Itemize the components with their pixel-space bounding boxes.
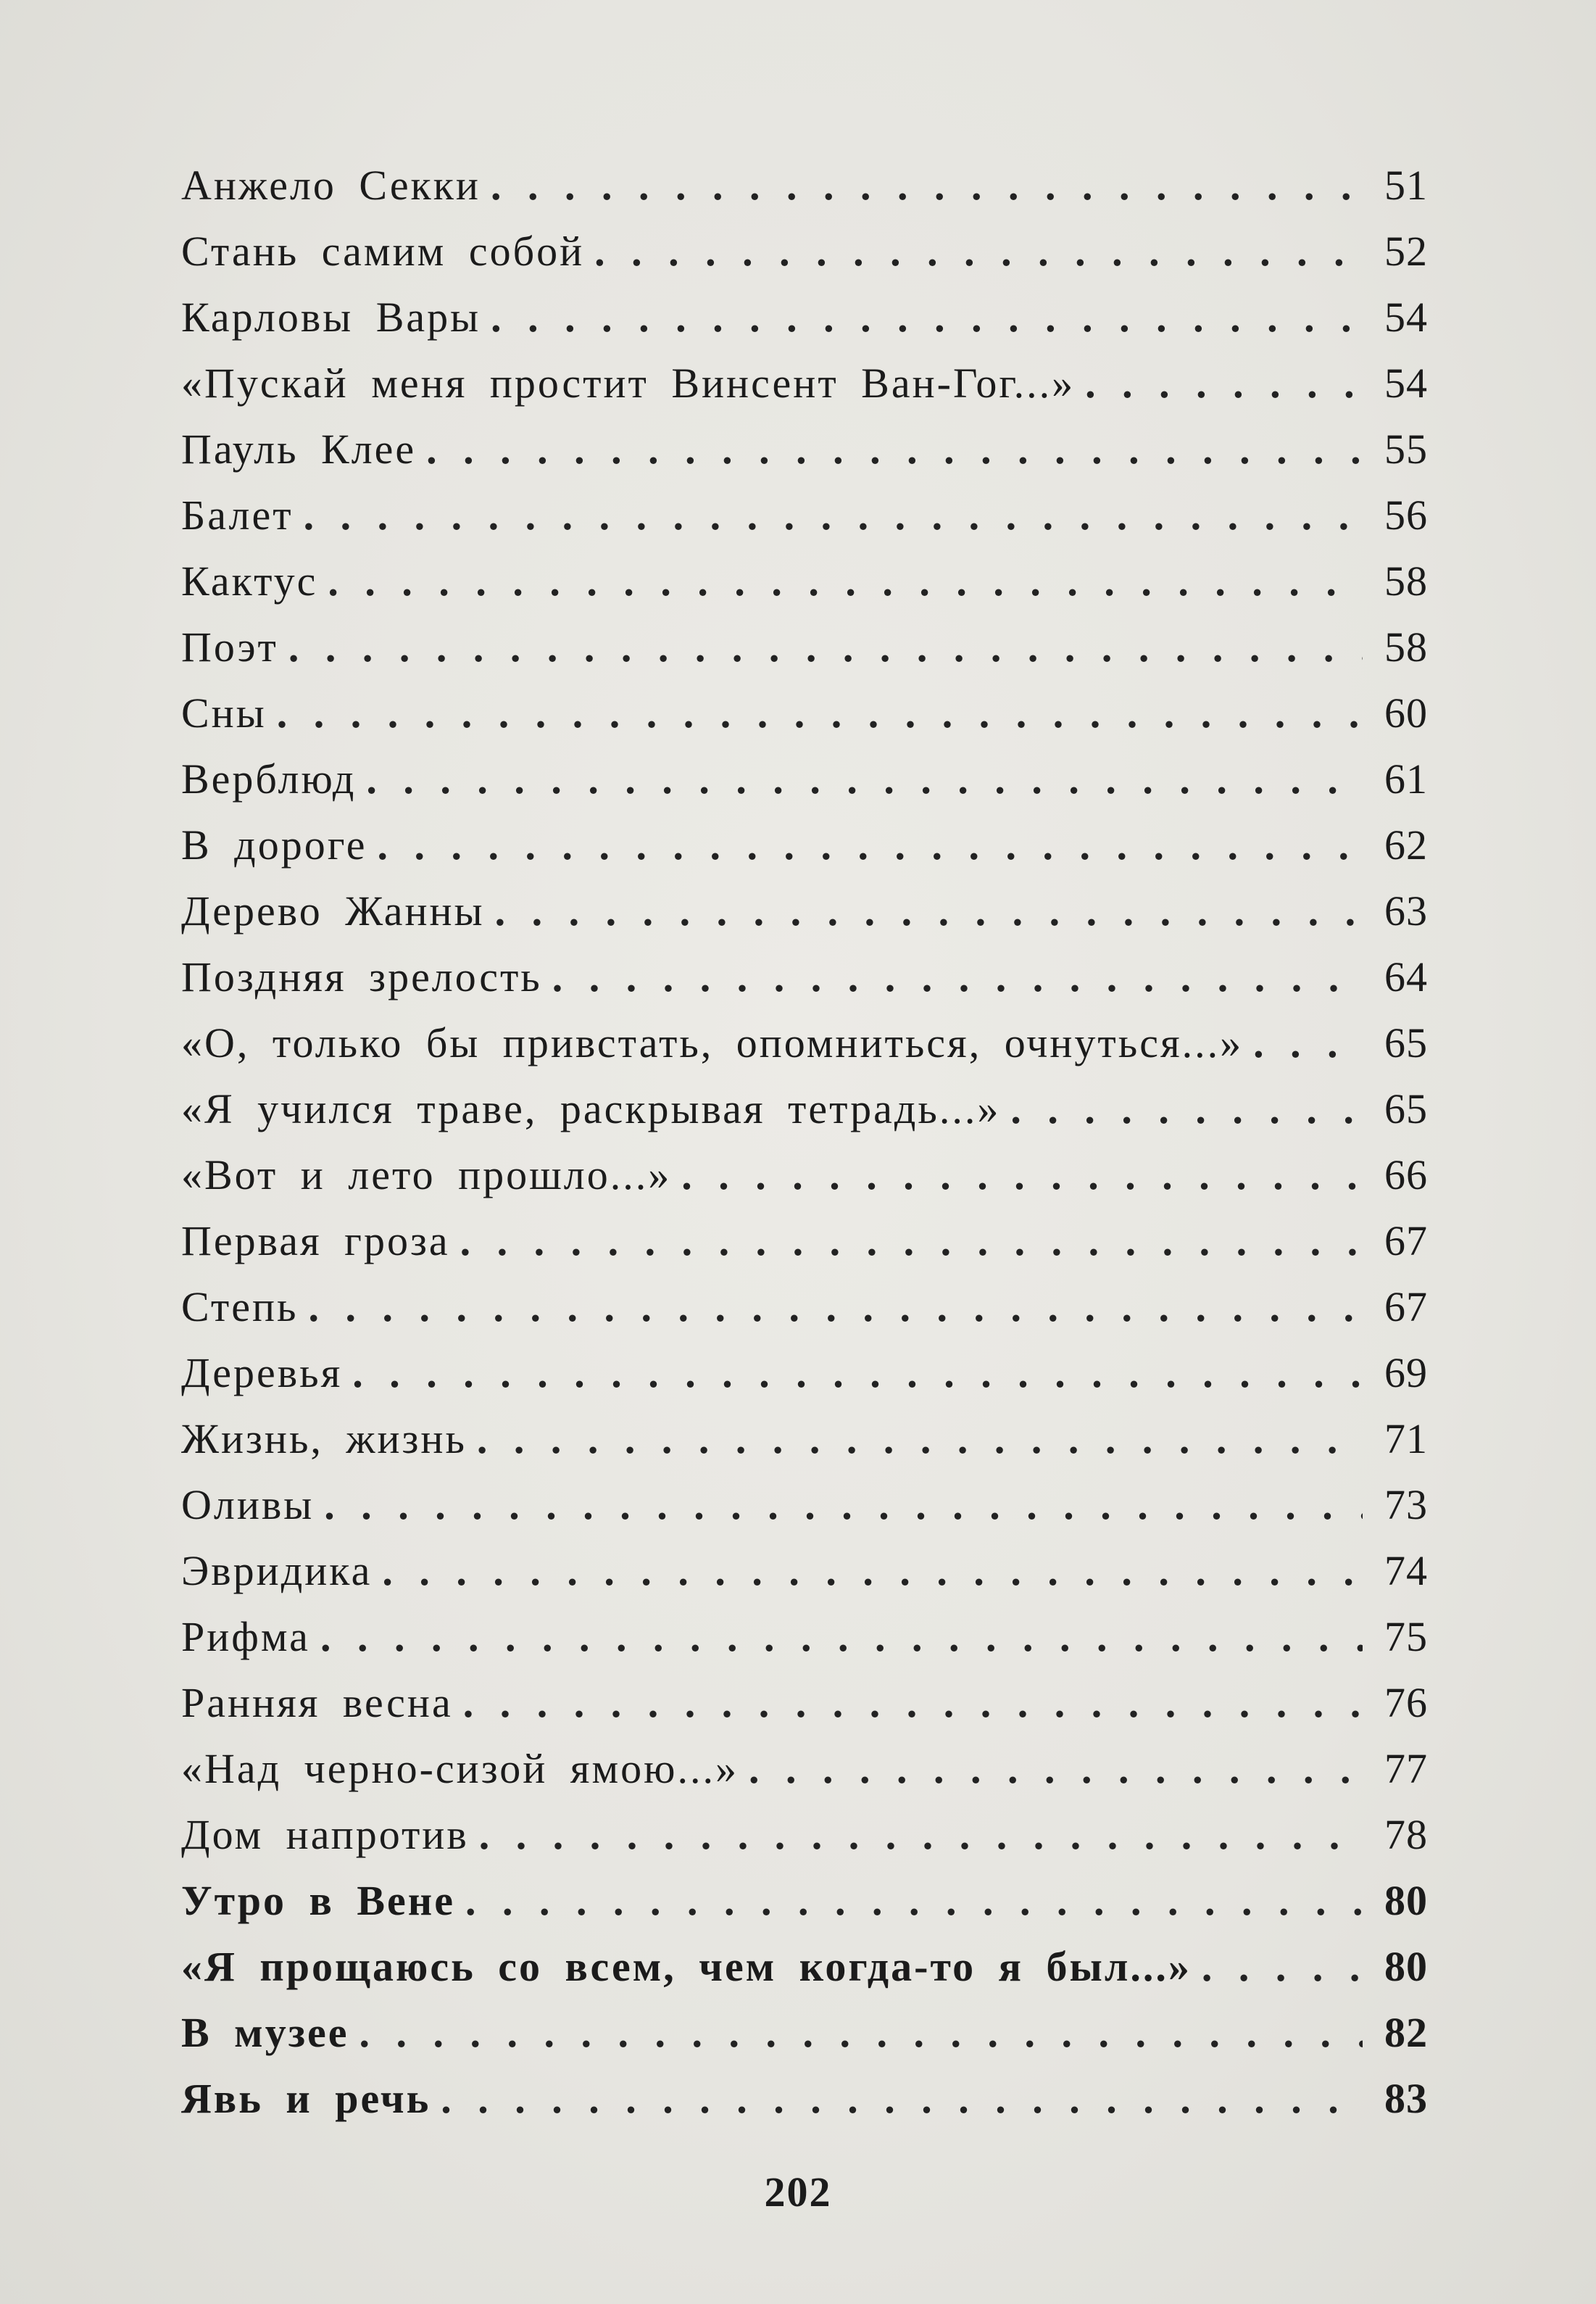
dot-leader xyxy=(356,746,1363,812)
table-of-contents xyxy=(181,152,1428,2131)
toc-entry xyxy=(181,944,1428,1010)
toc-entry-title: «О, только бы привстать, опомниться, очнуться...» xyxy=(181,1019,1244,1066)
toc-entry xyxy=(181,1670,1428,1736)
dot-leader xyxy=(431,2065,1363,2131)
toc-entry-title: Карловы Вары xyxy=(181,294,481,341)
toc-entry-title: «Над черно-сизой ямою...» xyxy=(181,1745,739,1792)
toc-entry-title: «Я прощаюсь со всем, чем когда-то я был...» xyxy=(181,1943,1192,1990)
toc-entry-title: Жизнь, жизнь xyxy=(181,1415,467,1462)
toc-entry xyxy=(181,878,1428,944)
toc-entry-page: 62 xyxy=(1384,821,1428,869)
toc-entry-page: 54 xyxy=(1384,294,1428,341)
toc-entry-title: Дерево Жанны xyxy=(181,887,485,935)
toc-entry xyxy=(181,680,1428,746)
dot-leader xyxy=(372,1538,1363,1604)
dot-leader xyxy=(450,1208,1363,1274)
toc-entry-page: 63 xyxy=(1384,887,1428,935)
toc-entry xyxy=(181,1934,1428,2000)
toc-entry-page: 67 xyxy=(1384,1217,1428,1264)
dot-leader xyxy=(584,218,1363,284)
toc-entry-title: Деревья xyxy=(181,1349,343,1396)
dot-leader xyxy=(481,284,1363,350)
toc-entry-title: Оливы xyxy=(181,1481,315,1528)
dot-leader xyxy=(310,1604,1363,1670)
toc-entry xyxy=(181,1868,1428,1934)
toc-entry-title: Первая гроза xyxy=(181,1217,450,1264)
toc-entry-title: В музее xyxy=(181,2009,349,2056)
dot-leader xyxy=(317,548,1363,614)
toc-entry xyxy=(181,2065,1428,2131)
toc-entry-page: 67 xyxy=(1384,1283,1428,1330)
toc-entry-title: В дороге xyxy=(181,821,367,869)
toc-entry-title: «Вот и лето прошло...» xyxy=(181,1151,672,1198)
toc-entry xyxy=(181,1010,1428,1076)
toc-entry-title: Степь xyxy=(181,1283,299,1330)
toc-entry-title: Ранняя весна xyxy=(181,1679,453,1726)
toc-entry-title: «Пускай меня простит Винсент Ван-Гог...» xyxy=(181,360,1076,407)
toc-entry xyxy=(181,746,1428,812)
toc-entry-title: Пауль Клее xyxy=(181,426,417,473)
toc-entry xyxy=(181,812,1428,878)
dot-leader xyxy=(278,614,1363,680)
dot-leader xyxy=(314,1472,1363,1538)
toc-entry xyxy=(181,1274,1428,1340)
toc-entry xyxy=(181,1802,1428,1868)
dot-leader xyxy=(671,1142,1363,1208)
dot-leader xyxy=(1243,1010,1363,1076)
toc-entry-page: 82 xyxy=(1384,2009,1428,2056)
toc-entry-page: 58 xyxy=(1384,558,1428,605)
toc-entry-title: Поздняя зрелость xyxy=(181,953,542,1000)
toc-entry-page: 65 xyxy=(1384,1019,1428,1066)
toc-entry-page: 60 xyxy=(1384,689,1428,737)
toc-entry-page: 66 xyxy=(1384,1151,1428,1198)
dot-leader xyxy=(481,152,1363,218)
toc-entry-page: 73 xyxy=(1384,1481,1428,1528)
toc-entry-page: 80 xyxy=(1384,1877,1428,1924)
toc-entry xyxy=(181,1076,1428,1142)
toc-entry xyxy=(181,152,1428,218)
toc-entry-title: Сны xyxy=(181,689,267,737)
toc-entry-title: «Я учился траве, раскрывая тетрадь...» xyxy=(181,1085,1001,1132)
dot-leader xyxy=(349,2000,1363,2065)
toc-entry-title: Поэт xyxy=(181,623,278,671)
toc-entry xyxy=(181,614,1428,680)
toc-entry-page: 52 xyxy=(1384,228,1428,275)
dot-leader xyxy=(294,482,1363,548)
toc-entry xyxy=(181,1538,1428,1604)
toc-entry xyxy=(181,416,1428,482)
dot-leader xyxy=(1075,350,1363,416)
toc-entry-page: 77 xyxy=(1384,1745,1428,1792)
dot-leader xyxy=(739,1736,1363,1802)
toc-entry-page: 78 xyxy=(1384,1811,1428,1858)
dot-leader xyxy=(1192,1934,1363,2000)
toc-entry-page: 54 xyxy=(1384,360,1428,407)
dot-leader xyxy=(485,878,1363,944)
dot-leader xyxy=(267,680,1363,746)
toc-entry xyxy=(181,1340,1428,1406)
dot-leader xyxy=(416,416,1363,482)
toc-entry xyxy=(181,1472,1428,1538)
dot-leader xyxy=(469,1802,1363,1868)
dot-leader xyxy=(467,1406,1363,1472)
toc-entry-page: 56 xyxy=(1384,492,1428,539)
toc-entry-page: 65 xyxy=(1384,1085,1428,1132)
toc-entry-page: 64 xyxy=(1384,953,1428,1000)
toc-entry xyxy=(181,1142,1428,1208)
toc-entry xyxy=(181,548,1428,614)
toc-entry-page: 69 xyxy=(1384,1349,1428,1396)
toc-entry-title: Рифма xyxy=(181,1613,310,1660)
toc-entry-page: 58 xyxy=(1384,623,1428,671)
dot-leader xyxy=(1000,1076,1363,1142)
dot-leader xyxy=(299,1274,1363,1340)
toc-entry xyxy=(181,1604,1428,1670)
toc-entry xyxy=(181,482,1428,548)
dot-leader xyxy=(542,944,1363,1010)
toc-entry-page: 75 xyxy=(1384,1613,1428,1660)
toc-entry-title: Дом напротив xyxy=(181,1811,469,1858)
toc-entry-page: 83 xyxy=(1384,2075,1428,2122)
page-number: 202 xyxy=(764,2168,832,2216)
toc-entry xyxy=(181,350,1428,416)
toc-entry-title: Верблюд xyxy=(181,755,357,803)
toc-entry-title: Анжело Секки xyxy=(181,162,481,209)
toc-entry-page: 55 xyxy=(1384,426,1428,473)
toc-entry-page: 80 xyxy=(1384,1943,1428,1990)
toc-entry-page: 76 xyxy=(1384,1679,1428,1726)
toc-entry xyxy=(181,1406,1428,1472)
toc-entry xyxy=(181,2000,1428,2065)
dot-leader xyxy=(453,1670,1363,1736)
toc-entry-title: Кактус xyxy=(181,558,318,605)
toc-entry xyxy=(181,284,1428,350)
toc-entry-title: Утро в Вене xyxy=(181,1877,455,1924)
toc-entry-title: Явь и речь xyxy=(181,2075,431,2122)
toc-entry xyxy=(181,1736,1428,1802)
dot-leader xyxy=(367,812,1363,878)
toc-entry-page: 74 xyxy=(1384,1547,1428,1594)
toc-entry xyxy=(181,1208,1428,1274)
toc-entry-title: Балет xyxy=(181,492,294,539)
toc-entry-title: Эвридика xyxy=(181,1547,373,1594)
toc-entry-page: 61 xyxy=(1384,755,1428,803)
toc-entry-title: Стань самим собой xyxy=(181,228,585,275)
toc-entry xyxy=(181,218,1428,284)
dot-leader xyxy=(455,1868,1363,1934)
toc-entry-page: 71 xyxy=(1384,1415,1428,1462)
toc-entry-page: 51 xyxy=(1384,162,1428,209)
dot-leader xyxy=(342,1340,1363,1406)
